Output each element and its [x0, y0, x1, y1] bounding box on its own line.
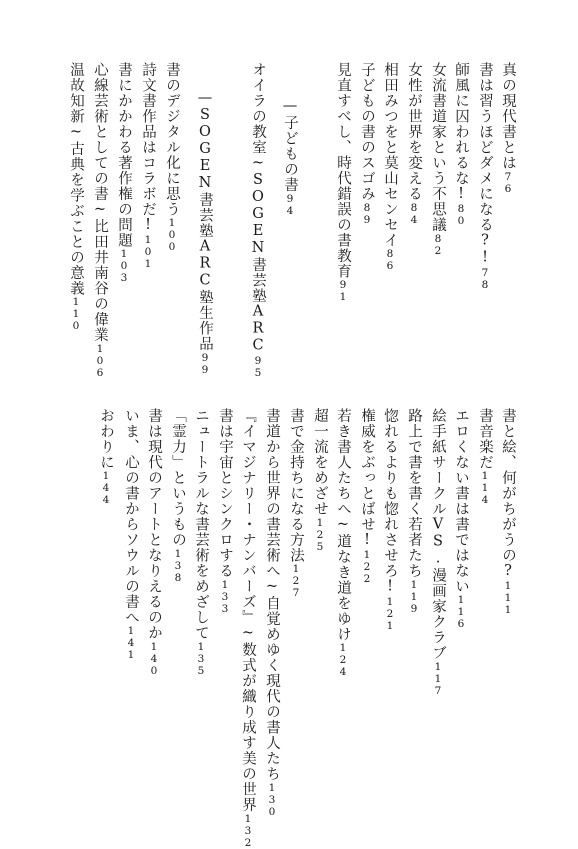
toc-entry-page-number: 80: [455, 203, 467, 227]
toc-entry-page-number: 135: [195, 640, 207, 677]
toc-entry-page-number: 124: [337, 642, 349, 678]
toc-entry-title: 書は現代のアートとなりえるのか: [146, 408, 162, 641]
toc-entry-title: エロくない書は書ではない: [453, 408, 469, 594]
toc-entry-page-number: 106: [94, 342, 106, 379]
toc-entry-page-number: 127: [290, 563, 302, 599]
toc-entry-title: 書にかかわる著作権の問題: [116, 62, 132, 248]
toc-entry-page-number: 110: [70, 296, 82, 332]
toc-entry-page-number: 125: [314, 516, 326, 553]
toc-entry-title: おわりに: [98, 408, 114, 470]
toc-entry-page-number: 84: [408, 201, 420, 226]
toc-entry-page-number: 99: [199, 351, 211, 376]
toc-entry-page-number: 91: [337, 279, 349, 303]
toc-entry-page-number: 100: [166, 217, 178, 253]
toc-entry-page-number: 101: [142, 234, 154, 270]
toc-entry-title: 温故知新~古典を学ぶことの意義: [68, 62, 84, 296]
toc-entry-title: 書で金持ちになる方法: [288, 408, 304, 563]
toc-entry-page-number: 119: [408, 578, 420, 615]
toc-entry-title: 書は宇宙とシンクロする: [217, 408, 233, 579]
toc-entry-title: 若き書人たちへ~道なき道をゆけ: [335, 408, 351, 642]
toc-entry[interactable]: [68, 62, 98, 332]
toc-entry[interactable]: [98, 408, 128, 506]
toc-entry-page-number: 140: [148, 640, 160, 677]
toc-entry-title: 絵手紙サークルVS.漫画家クラブ: [430, 408, 446, 661]
toc-entry-page-number: 114: [479, 470, 491, 506]
toc-entry-title: 女流書道家という不思議: [430, 62, 446, 233]
toc-entry-page-number: 117: [432, 660, 444, 697]
toc-entry-page-number: 133: [219, 578, 231, 615]
toc-entry[interactable]: [197, 90, 227, 376]
toc-entry-title: —SOGEN書芸塾ARC塾生作品: [197, 90, 213, 352]
toc-entry-title: 心線芸術としての書~比田井南谷の偉業: [92, 62, 108, 343]
toc-entry-title: 書は習うほどダメになる?!: [477, 62, 493, 267]
toc-entry-title: 詩文書作品はコラボだ!: [140, 62, 156, 234]
toc-entry-page-number: 132: [242, 812, 254, 849]
toc-entry-title: ニュートラルな書芸術をめざして: [193, 408, 209, 641]
toc-entry-title: 真の現代書とは: [500, 62, 516, 171]
toc-entry-title: 路上で書を書く若者たち: [406, 408, 422, 579]
toc-entry-title: 女性が世界を変える: [406, 62, 422, 202]
toc-entry-title: 書音楽だ: [477, 408, 493, 470]
toc-entry-title: 超一流をめざせ: [312, 408, 328, 517]
toc-entry-page-number: 111: [502, 580, 514, 616]
toc-entry[interactable]: [335, 62, 365, 303]
toc-entry-page-number: 89: [361, 201, 373, 226]
toc-entry-page-number: 95: [252, 354, 264, 379]
toc-entry-page-number: 122: [361, 549, 373, 585]
toc-entry-title: 権威をぶっとばせ!: [359, 408, 375, 549]
toc-entry-page-number: 94: [284, 192, 296, 217]
toc-entry-page-number: 121: [384, 595, 396, 632]
toc-entry-title: 『イマジナリー・ナンバーズ』~数式が織り成す美の世界: [240, 408, 256, 813]
toc-entry-page-number: 141: [125, 625, 137, 661]
toc-entry-title: 書と絵、何がちがうの?: [500, 408, 516, 580]
toc-entry-page-number: 116: [455, 594, 467, 630]
toc-entry[interactable]: [250, 62, 280, 379]
toc-entry[interactable]: [282, 98, 312, 217]
toc-entry-title: —子どもの書: [282, 98, 298, 193]
toc-entry-page-number: 138: [172, 547, 184, 584]
toc-entry-page-number: 78: [479, 266, 491, 291]
toc-entry-title: 惚れるよりも惚れさせろ!: [382, 408, 398, 596]
toc-entry-title: 書道から世界の書芸術へ~自覚めゆく現代の書人たち: [264, 408, 280, 782]
toc-entry-page-number: 76: [502, 170, 514, 195]
toc-entry-page-number: 82: [432, 232, 444, 257]
toc-entry-title: 相田みつをと莫山センセイ: [382, 62, 398, 248]
toc-entry-title: いま、心の書からソウルの書へ: [123, 408, 139, 625]
toc-entry-title: 書のデジタル化に思う: [164, 62, 180, 217]
toc-entry-title: 見直すべし、時代錯誤の書教育: [335, 62, 351, 279]
toc-entry-title: 師風に囚われるな!: [453, 62, 469, 203]
toc-entry-page-number: 130: [266, 781, 278, 818]
toc-entry-title: 子どもの書のスゴみ: [359, 62, 375, 202]
toc-entry-title: 「霊力」というもの: [170, 408, 186, 548]
toc-entry-title: オイラの教室~SOGEN書芸塾ARC: [250, 62, 266, 355]
toc-entry-page-number: 144: [100, 470, 112, 506]
toc-entry-page-number: 86: [384, 248, 396, 272]
toc-entry-page-number: 103: [118, 248, 130, 284]
